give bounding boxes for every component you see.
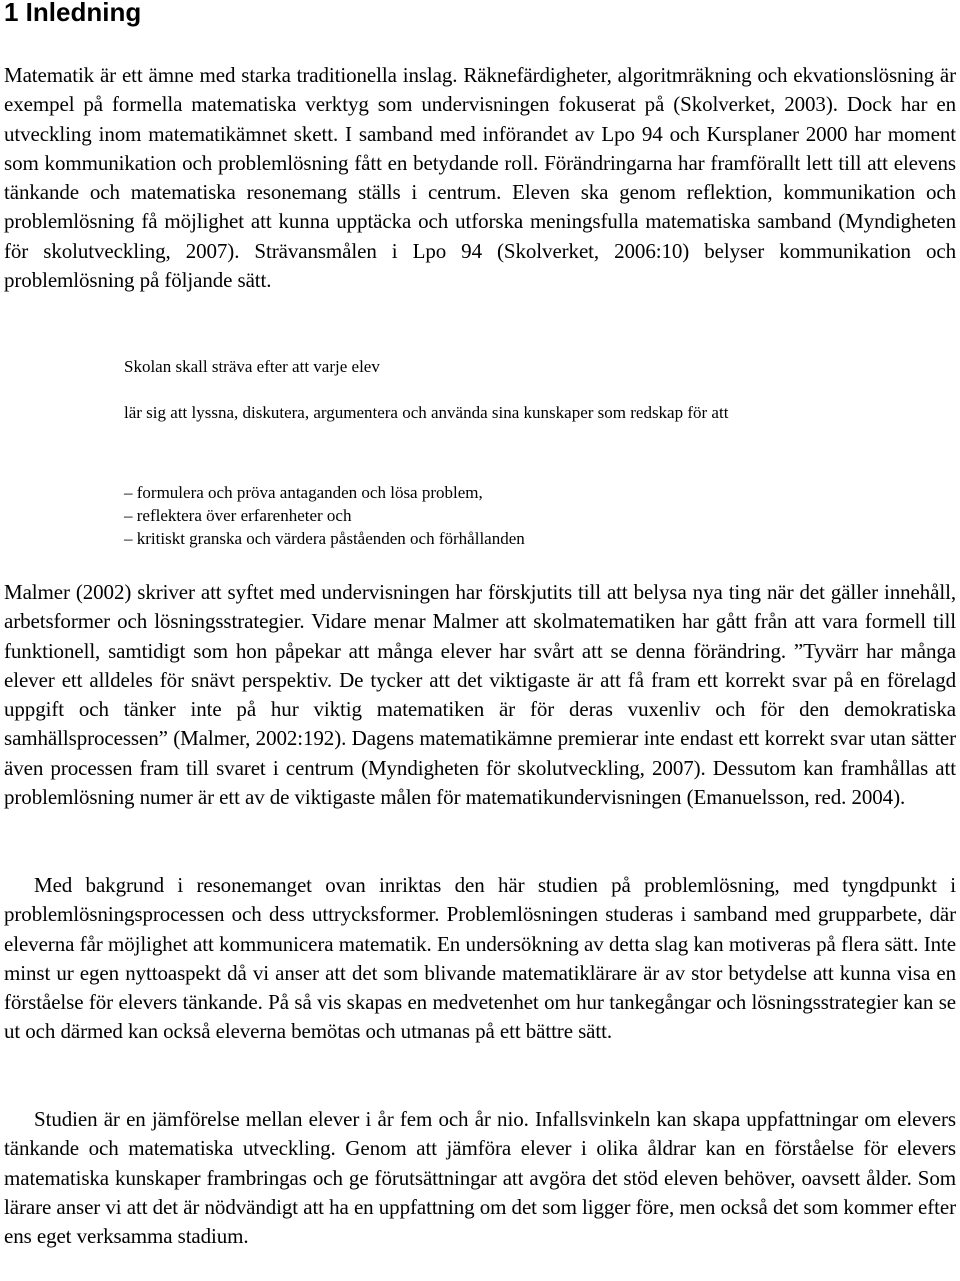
quote-list-item: – formulera och pröva antaganden och lösa problem,	[124, 483, 483, 502]
section-heading: 1 Inledning	[4, 0, 142, 27]
quote-intro: Skolan skall sträva efter att varje elev	[124, 357, 380, 376]
paragraph-intro: Matematik är ett ämne med starka traditionella inslag. Räknefärdigheter, algoritmräkning och ekvationslösning är exempel på formella matematiska verktyg som undervisningen fokuserat på (Skolverket, 2003). Dock har en utveckling inom matematikämnet skett. I samband med införandet av Lpo 94 och Kursplaner 2000 har moment som kommunikation och problemlösning fått en betydande roll. Förändringarna har framförallt lett till att elevens tänkande och matematiska resonemang ställs i centrum. Eleven ska genom reflektion, kommunikation och problemlösning få möjlighet att kunna upptäcka och utforska meningsfulla matematiska samband (Myndigheten för skolutveckling, 2007). Strävansmålen i Lpo 94 (Skolverket, 2006:10) belyser kommunikation och problemlösning på följande sätt.	[4, 63, 956, 293]
quote-list-item: – reflektera över erfarenheter och	[124, 506, 352, 525]
quote-list-item: – kritiskt granska och värdera påståenden och förhållanden	[124, 529, 525, 548]
quote-list	[124, 481, 525, 550]
paragraph-malmer: Malmer (2002) skriver att syftet med undervisningen har förskjutits till att belysa nya ting när det gäller innehåll, arbetsformer och lösningsstrategier. Vidare menar Malmer att skolmatematiken har gått från att vara formell till funktionell, samtidigt som hon påpekar att många elever har svårt att se denna förändring. ”Tyvärr har många elever ett alldeles för snävt perspektiv. De tycker att det viktigaste är att få fram ett korrekt svar på en förelagd uppgift och tänker inte på hur viktig matematiken är för deras vuxenliv och för den demokratiska samhällsprocessen” (Malmer, 2002:192). Dagens matematikämne premierar inte endast ett korrekt svar utan sätter även processen fram till svaret i centrum (Myndigheten för skolutveckling, 2007). Dessutom kan framhållas att problemlösning numer är ett av de viktigaste målen för matematikundervisningen (Emanuelsson, red. 2004).	[4, 580, 956, 810]
quote-statement: lär sig att lyssna, diskutera, argumentera och använda sina kunskaper som redskap för att	[124, 403, 729, 422]
paragraph-study-comparison: Studien är en jämförelse mellan elever i år fem och år nio. Infallsvinkeln kan skapa uppfattningar om elevers tänkande och matematiska utveckling. Genom att jämföra elever i olika åldrar kan en förståelse för elevers matematiska kunskaper frambringas och ge förutsättningar att avgöra det stöd eleven behöver, oavsett ålder. Som lärare anser vi att det är nödvändigt att ha en uppfattning om det som ligger före, men också det som kommer efter ens eget verksamma stadium.	[4, 1107, 956, 1249]
paragraph-study-focus: Med bakgrund i resonemanget ovan inriktas den här studien på problemlösning, med tyngdpunkt i problemlösningsprocessen och dess uttrycksformer. Problemlösningen studeras i samband med grupparbete, där eleverna får möjlighet att kommunicera matematik. En undersökning av detta slag kan motiveras på flera sätt. Inte minst ur egen nyttoaspekt då vi anser att det som blivande matematiklärare är av stor betydelse att kunna visa en förståelse för elevers tänkande. På så vis skapas en medvetenhet om hur tankegångar och lösningsstrategier kan se ut och därmed kan också eleverna bemötas och utmanas på ett bättre sätt.	[4, 873, 956, 1044]
